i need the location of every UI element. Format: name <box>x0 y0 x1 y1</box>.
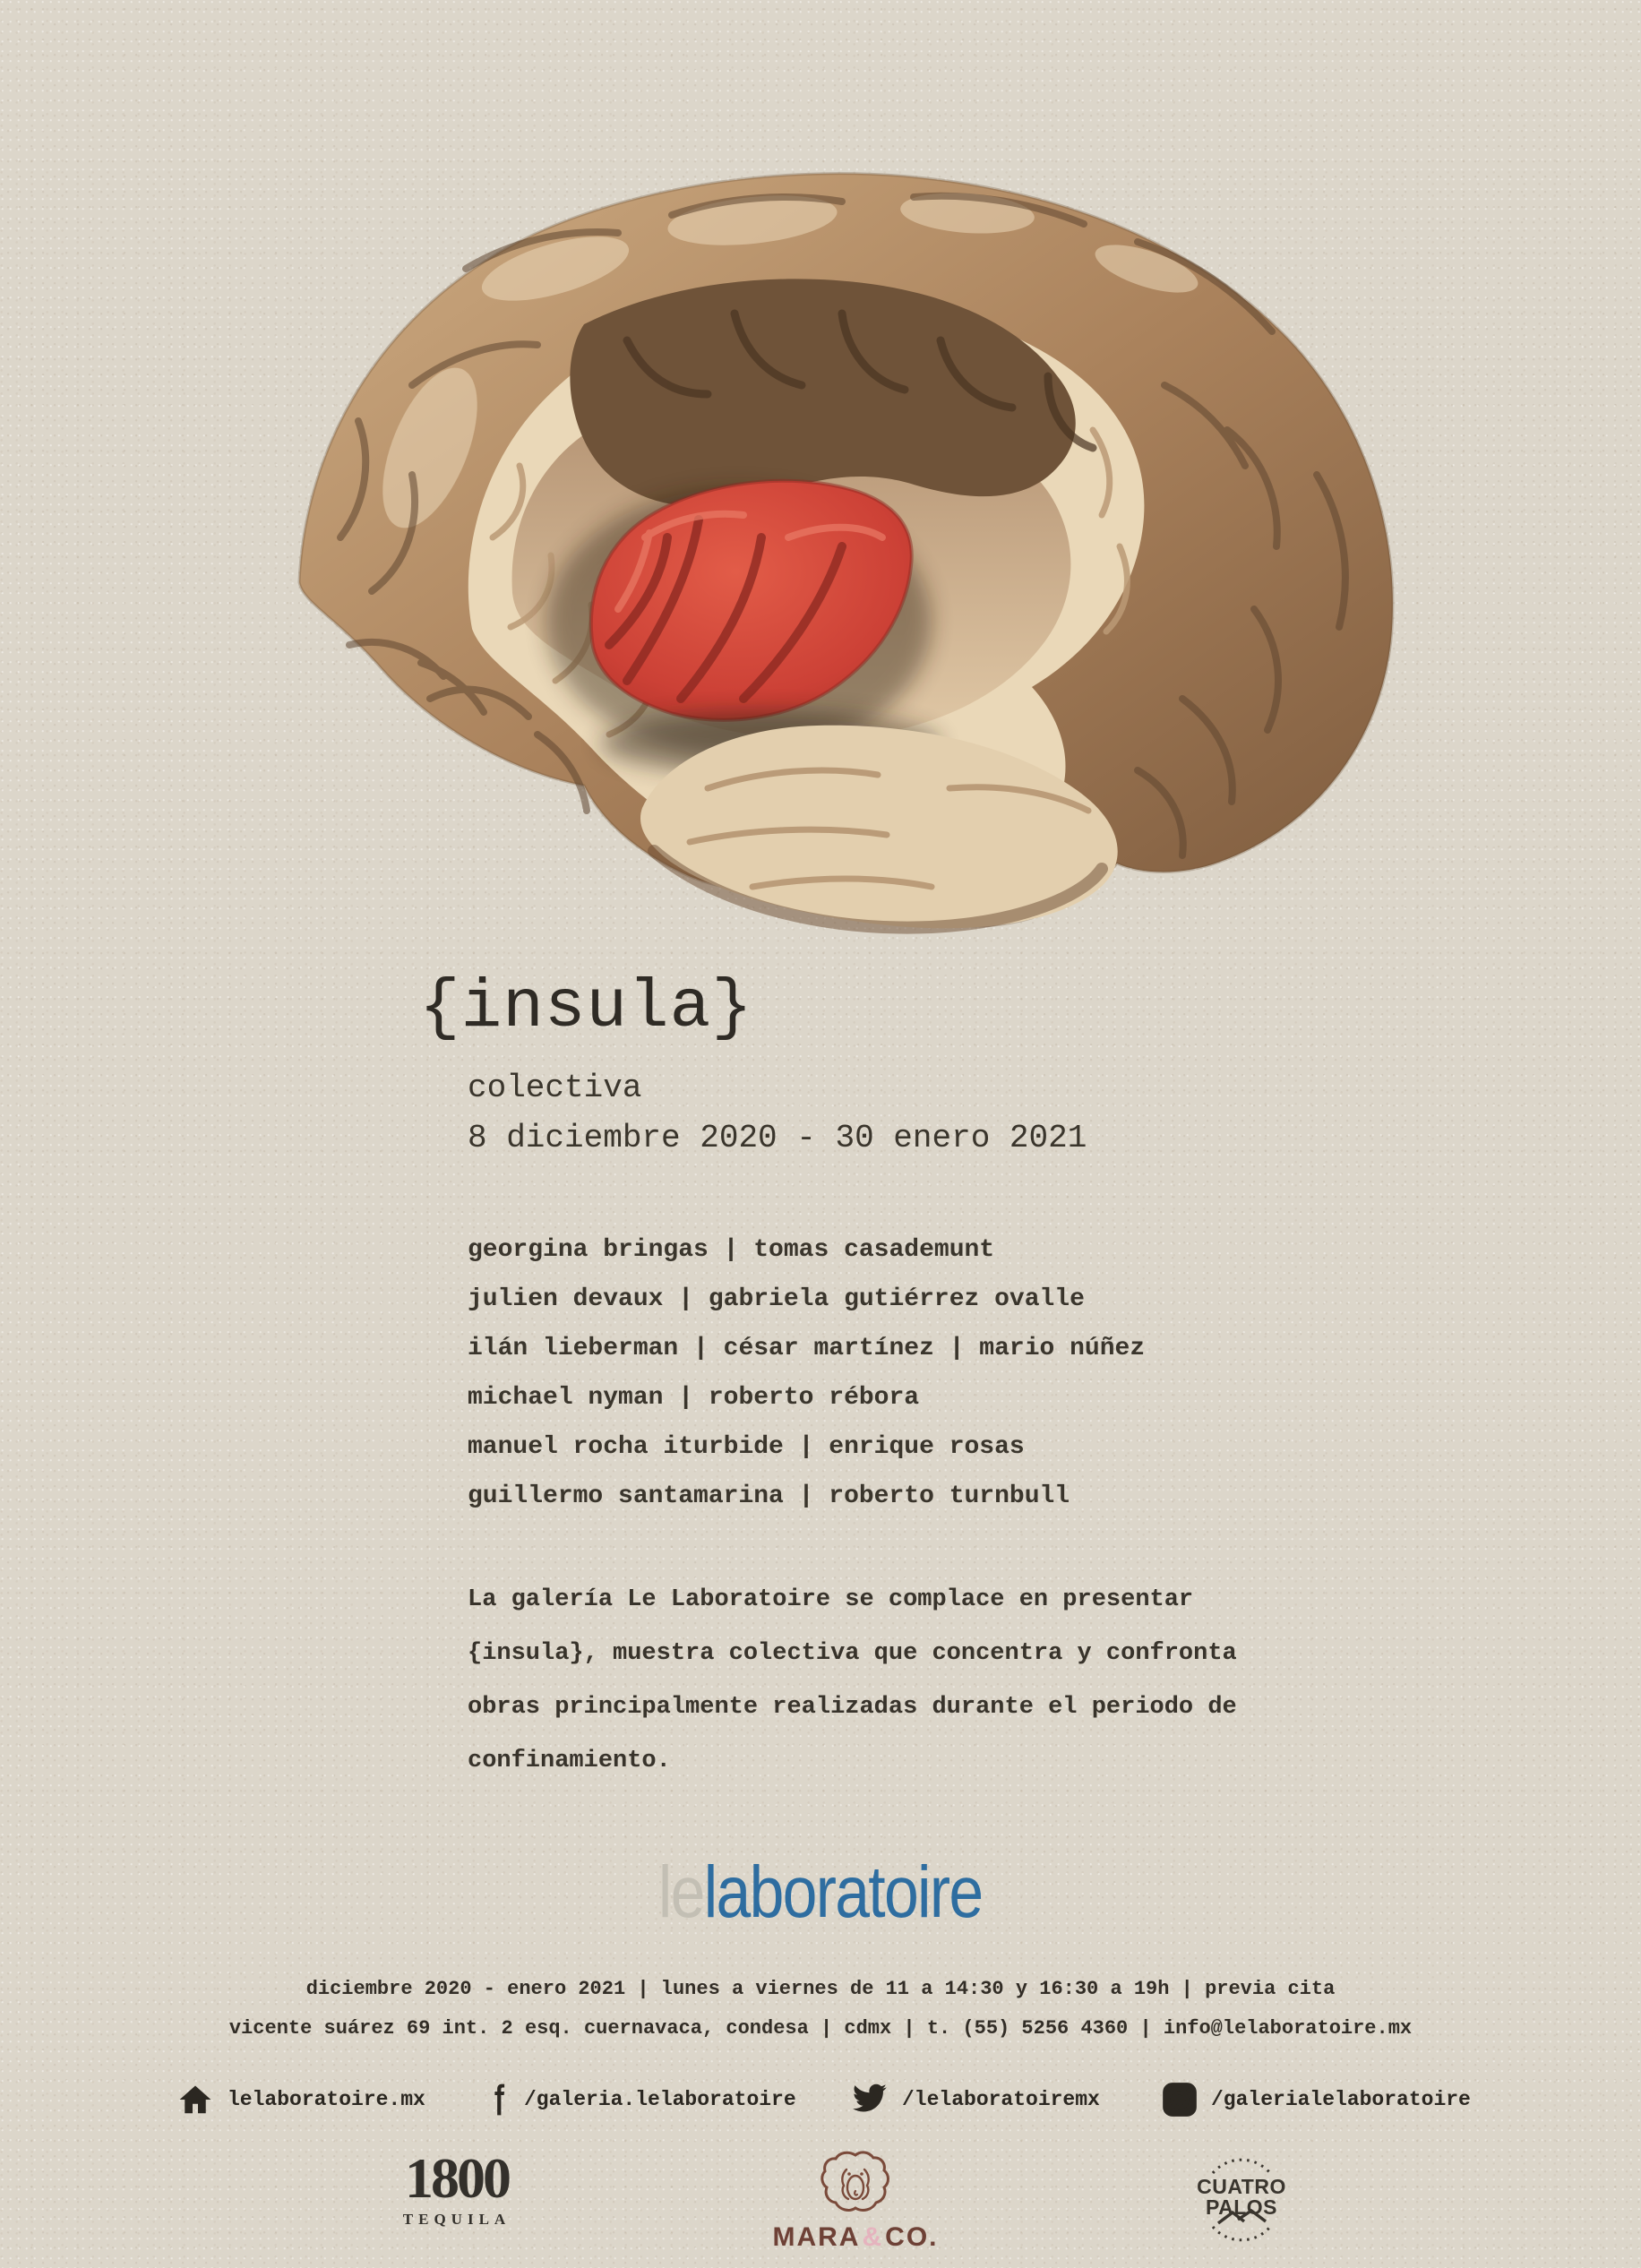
exhibition-dates: 8 diciembre 2020 - 30 enero 2021 <box>468 1120 1087 1156</box>
social-website <box>176 2076 425 2123</box>
mara-ampersand: & <box>862 2222 884 2252</box>
artist-line: manuel rocha iturbide | enrique rosas <box>468 1433 1025 1461</box>
social-instagram <box>1162 2076 1471 2123</box>
palos-text: PALOS <box>1205 2195 1278 2219</box>
home-icon <box>176 2083 214 2117</box>
instagram-label: /galerialelaboratoire <box>1211 2088 1471 2111</box>
website-label: lelaboratoire.mx <box>228 2088 425 2111</box>
cuatro-palos-badge-icon <box>1197 2150 1286 2243</box>
gallery-logo-le: le <box>658 1851 705 1933</box>
cuatro-text: CUATRO <box>1197 2175 1286 2198</box>
artist-line: ilán lieberman | césar martínez | mario núñez <box>468 1335 1146 1362</box>
description-line: obras principalmente realizadas durante el periodo de <box>468 1694 1237 1721</box>
mara-dog-sketch-icon <box>819 2150 892 2214</box>
artist-line: julien devaux | gabriela gutiérrez ovalle <box>468 1285 1085 1313</box>
tequila-1800-wordmark: 1800 <box>405 2146 509 2210</box>
contact-address: vicente suárez 69 int. 2 esq. cuernavaca, condesa | cdmx | t. (55) 5256 4360 | info@lelaboratoire.mx <box>228 2017 1413 2040</box>
social-twitter <box>849 2076 1100 2123</box>
sponsor-1800-tequila <box>385 2146 528 2229</box>
contact-hours: diciembre 2020 - enero 2021 | lunes a viernes de 11 a 14:30 y 16:30 a 19h | previa cita <box>305 1978 1336 2000</box>
description-line: confinamiento. <box>468 1748 671 1774</box>
gallery-logo-laboratoire: laboratoire <box>704 1851 983 1933</box>
tequila-word: TEQUILA <box>402 2211 511 2228</box>
mara-co-wordmark: MARA&CO. <box>772 2222 939 2252</box>
description-line: La galería Le Laboratoire se complace en presentar <box>468 1586 1194 1613</box>
facebook-label: /galeria.lelaboratoire <box>524 2088 796 2111</box>
artist-list <box>468 1225 1145 1521</box>
social-facebook <box>491 2076 796 2123</box>
facebook-icon <box>491 2081 511 2118</box>
instagram-icon <box>1162 2082 1198 2118</box>
exhibition-title: {insula} <box>419 969 753 1046</box>
exhibition-description <box>468 1573 1237 1788</box>
artist-line: michael nyman | roberto rébora <box>468 1384 920 1412</box>
twitter-icon <box>849 2083 889 2117</box>
exhibition-subtitle: colectiva <box>468 1070 642 1106</box>
artist-line: guillermo santamarina | roberto turnbull <box>468 1482 1070 1510</box>
gallery-logo <box>0 1851 1641 1933</box>
artist-line: georgina bringas | tomas casademunt <box>468 1236 995 1264</box>
twitter-label: /lelaboratoiremx <box>902 2088 1100 2111</box>
description-line: {insula}, muestra colectiva que concentra y confronta <box>468 1640 1237 1667</box>
sponsor-cuatro-palos <box>1197 2150 1286 2247</box>
brain-insula-illustration <box>287 161 1415 941</box>
sponsor-mara-co <box>770 2150 941 2253</box>
